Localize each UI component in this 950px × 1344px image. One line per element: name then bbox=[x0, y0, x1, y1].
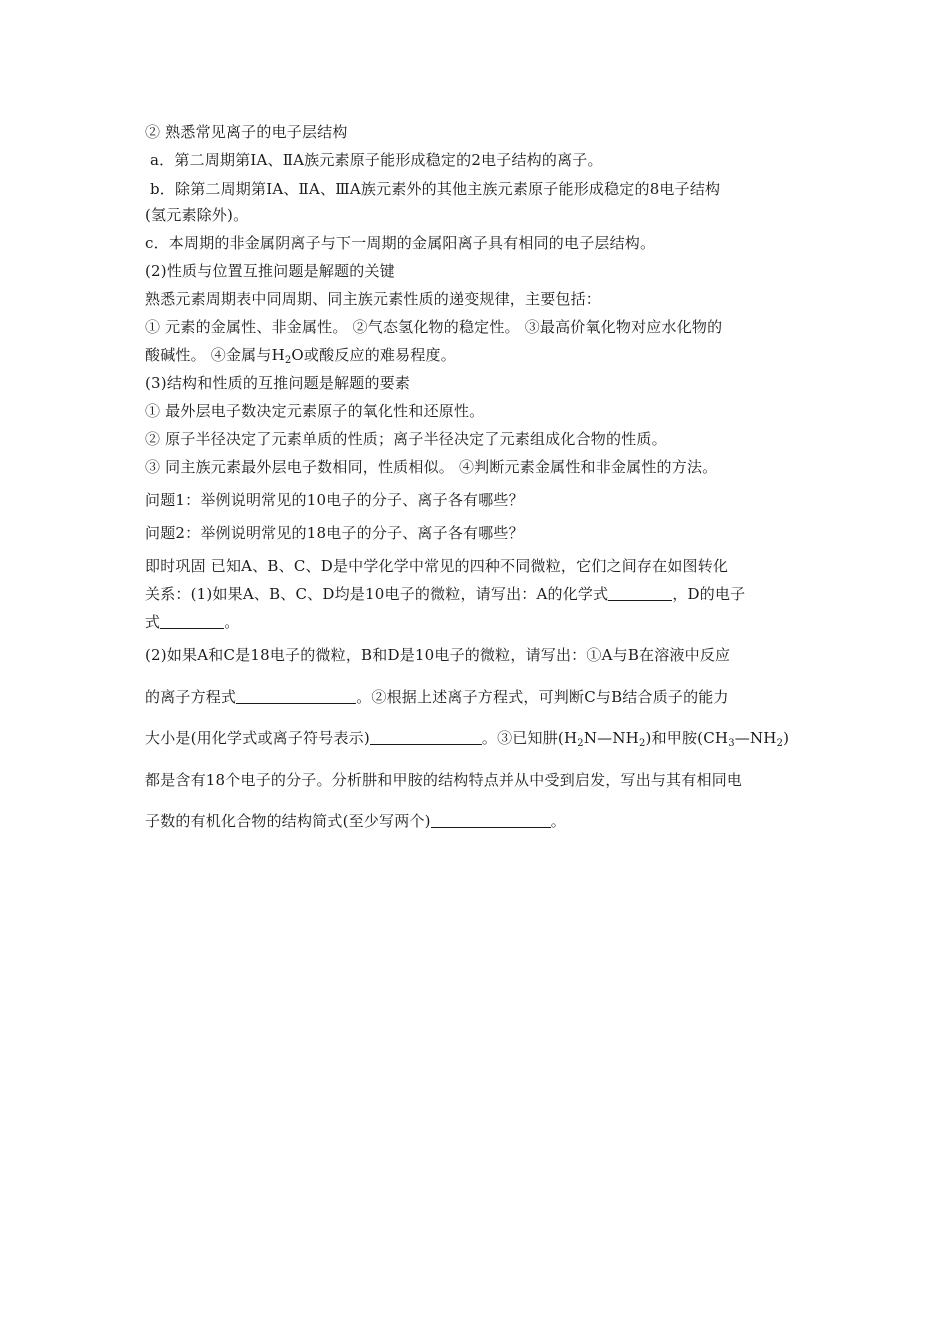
text-line: 即时巩固 已知A、B、C、D是中学化学中常见的四种不同微粒，它们之间存在如图转化 bbox=[145, 557, 729, 575]
text-line: ① 最外层电子数决定元素原子的氧化性和还原性。 bbox=[145, 402, 485, 420]
text-line: ② 熟悉常见离子的电子层结构 bbox=[145, 123, 348, 141]
answer-blank[interactable] bbox=[236, 689, 356, 704]
text-line: c．本周期的非金属阴离子与下一周期的金属阳离子具有相同的电子层结构。 bbox=[145, 234, 656, 252]
text-line: (3)结构和性质的互推问题是解题的要素 bbox=[145, 374, 411, 392]
text-span: ，D的电子 bbox=[672, 585, 746, 603]
text-line bbox=[145, 728, 815, 748]
answer-blank[interactable] bbox=[160, 614, 224, 629]
answer-blank[interactable] bbox=[431, 813, 551, 828]
text-line: (2)性质与位置互推问题是解题的关键 bbox=[145, 262, 395, 280]
text-span: H bbox=[271, 346, 285, 364]
text-line bbox=[145, 811, 815, 831]
text-span: 的离子方程式 bbox=[145, 688, 237, 706]
text-span: 。 bbox=[224, 613, 240, 631]
text-line: a．第二周期第ⅠA、ⅡA族元素原子能形成稳定的2电子结构的离子。 bbox=[150, 151, 603, 169]
question-1: 问题1：举例说明常见的10电子的分子、离子各有哪些？ bbox=[145, 491, 524, 509]
subscript: 2 bbox=[638, 738, 646, 749]
text-span: 子数的有机化合物的结构简式(至少写两个) bbox=[145, 812, 431, 830]
subscript: 3 bbox=[728, 738, 735, 749]
question-2: 问题2：举例说明常见的18电子的分子、离子各有哪些？ bbox=[145, 524, 524, 542]
text-line: (氢元素除外)。 bbox=[145, 206, 249, 224]
answer-blank[interactable] bbox=[370, 730, 482, 745]
text-line: 都是含有18个电子的分子。分析肼和甲胺的结构特点并从中受到启发，写出与其有相同电 bbox=[145, 771, 743, 789]
text-line: ① 元素的金属性、非金属性。 ②气态氢化物的稳定性。 ③最高价氧化物对应水化物的 bbox=[145, 318, 723, 336]
text-span: )和甲胺(CH bbox=[645, 729, 729, 747]
text-span: N—NH bbox=[583, 729, 639, 747]
text-span: 。③已知肼( bbox=[481, 729, 564, 747]
text-span: 酸碱性。 ④金属与 bbox=[145, 346, 272, 364]
text-line bbox=[145, 584, 815, 604]
text-span: 。 bbox=[550, 812, 566, 830]
text-span: 关系：(1)如果A、B、C、D均是10电子的微粒，请写出：A的化学式 bbox=[145, 585, 609, 603]
text-span: ) bbox=[783, 729, 790, 747]
text-line bbox=[145, 345, 815, 365]
text-span: 式 bbox=[145, 613, 161, 631]
text-span: O或酸反应的难易程度。 bbox=[291, 346, 456, 364]
text-span: H bbox=[563, 729, 578, 747]
text-line: (2)如果A和C是18电子的微粒，B和D是10电子的微粒，请写出：①A与B在溶液中反应 bbox=[145, 646, 731, 664]
text-line: ③ 同主族元素最外层电子数相同，性质相似。 ④判断元素金属性和非金属性的方法。 bbox=[145, 458, 718, 476]
text-span: —NH bbox=[734, 729, 777, 747]
text-span: 。②根据上述离子方程式，可判断C与B结合质子的能力 bbox=[356, 688, 729, 706]
text-line: 熟悉元素周期表中同周期、同主族元素性质的递变规律，主要包括： bbox=[145, 290, 602, 308]
subscript: 2 bbox=[284, 355, 292, 366]
text-span: 大小是(用化学式或离子符号表示) bbox=[145, 729, 370, 747]
text-line bbox=[145, 687, 815, 707]
subscript: 2 bbox=[577, 738, 584, 749]
text-line: ② 原子半径决定了元素单质的性质；离子半径决定了元素组成化合物的性质。 bbox=[145, 430, 667, 448]
text-line: b．除第二周期第ⅠA、ⅡA、ⅢA族元素外的其他主族元素原子能形成稳定的8电子结构 bbox=[150, 180, 721, 198]
text-line bbox=[145, 612, 815, 632]
answer-blank[interactable] bbox=[608, 586, 672, 601]
subscript: 2 bbox=[776, 738, 784, 749]
